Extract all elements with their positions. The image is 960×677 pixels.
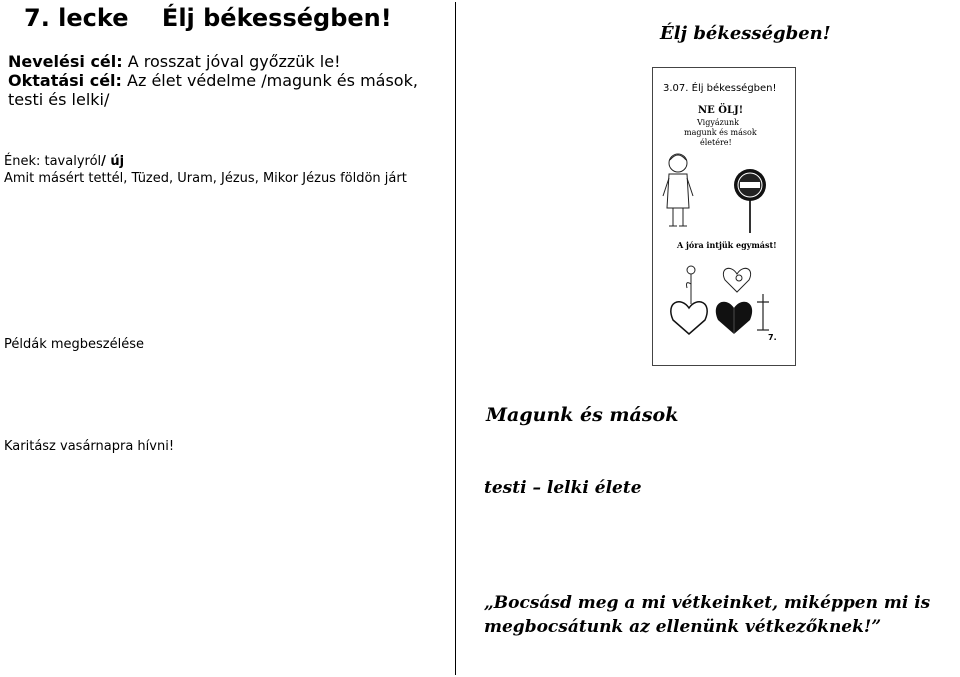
caritas-note: Karitász vasárnapra hívni! xyxy=(4,439,175,454)
teaching-goal-text: Az élet védelme /magunk és mások, testi és lelki/ xyxy=(8,71,418,109)
card-line1: Vigyázunk xyxy=(697,118,739,127)
card-line2: magunk és mások xyxy=(684,128,757,137)
heading-life: testi – lelki élete xyxy=(484,478,642,498)
rose-icon xyxy=(687,266,696,304)
prayer-quote: „Bocsásd meg a mi vétkeinket, miképpen mi is megbocsátunk az ellenünk vétkezőknek!” xyxy=(484,593,931,637)
song-label: Ének: tavalyról xyxy=(4,154,102,169)
educational-goal xyxy=(8,52,340,71)
card-page: 7. xyxy=(768,333,777,342)
card-header: 3.07. Élj békességben! xyxy=(663,83,777,94)
card-line3: életére! xyxy=(700,138,732,147)
page-title: 7. lecke Élj békességben! xyxy=(24,4,392,32)
white-heart-icon xyxy=(671,302,707,334)
no-entry-sign-icon xyxy=(734,169,766,233)
song-new: / új xyxy=(101,154,125,169)
cross-icon xyxy=(757,294,769,330)
examples-note: Példák megbeszélése xyxy=(4,337,145,352)
teaching-goal-label: Oktatási cél: xyxy=(8,71,122,90)
teaching-goal xyxy=(8,71,453,109)
mother-child-heart-icon xyxy=(723,268,750,292)
song-line xyxy=(4,154,124,169)
child-figure-icon xyxy=(663,154,693,226)
card-ne-olj: NE ÖLJ! xyxy=(698,105,744,116)
heading-others: Magunk és mások xyxy=(486,404,679,426)
song-list: Amit másért tettél, Tüzed, Uram, Jézus, Mikor Jézus földön járt xyxy=(4,171,407,186)
section-title: Élj békességben! xyxy=(660,23,831,44)
card-caption: A jóra intjük egymást! xyxy=(677,240,777,250)
card-drawing xyxy=(653,68,795,365)
educational-goal-text: A rosszat jóval győzzük le! xyxy=(127,52,341,71)
worksheet-card xyxy=(652,67,796,366)
educational-goal-label: Nevelési cél: xyxy=(8,52,123,71)
dark-heart-icon xyxy=(716,302,752,334)
column-divider xyxy=(455,2,456,675)
